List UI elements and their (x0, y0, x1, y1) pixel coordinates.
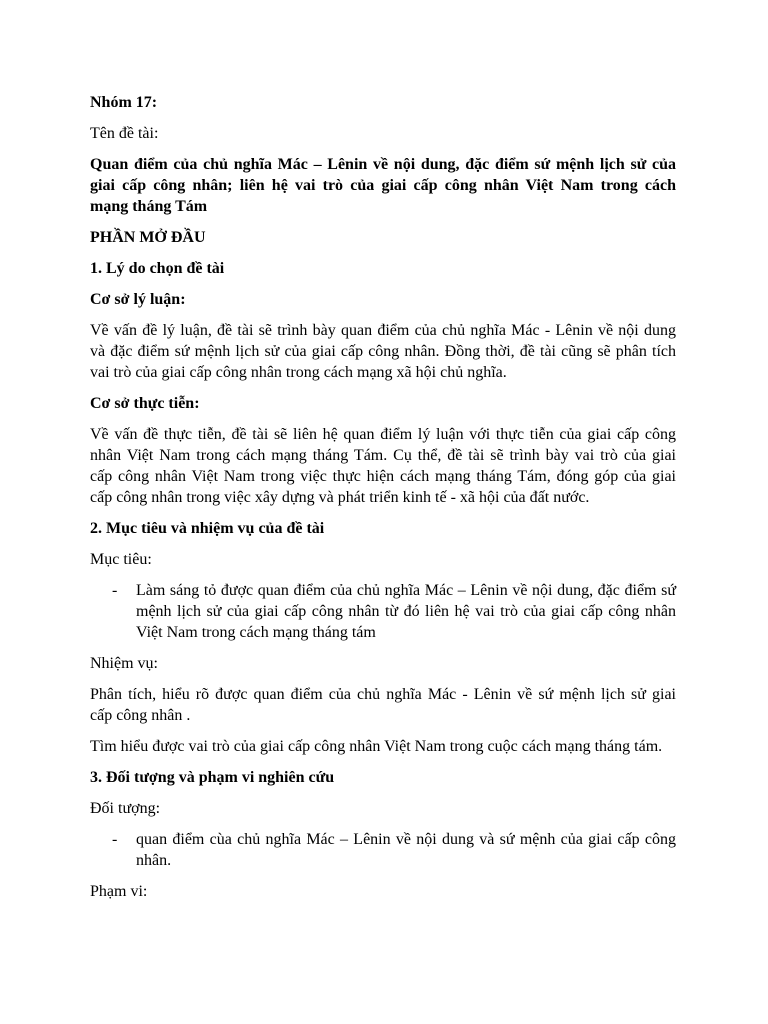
paragraph-line: Về vấn đề lý luận, đề tài sẽ trình bày quan điểm của chủ nghĩa Mác - Lênin về nội dung (90, 322, 676, 339)
topic-title-line: mạng tháng Tám (90, 198, 208, 215)
paragraph-line: Về vấn đề thực tiễn, đề tài sẽ liên hệ quan điểm lý luận với thực tiễn của giai cấp công (90, 426, 676, 443)
paragraph-line: cấp công nhân . (90, 707, 191, 724)
bullet-dash: - (112, 582, 118, 599)
bullet-line: quan điểm cùa chủ nghĩa Mác – Lênin về nội dung và sứ mệnh của giai cấp công (136, 831, 676, 848)
bullet-line: mệnh lịch sử của giai cấp công nhân từ đó liên hệ vai trò của giai cấp công nhân (136, 603, 676, 620)
task-2-paragraph: Tìm hiểu được vai trò của giai cấp công nhân Việt Nam trong cuộc cách mạng tháng tám. (90, 738, 663, 755)
section-3-heading: 3. Đối tượng và phạm vi nghiên cứu (90, 769, 335, 786)
paragraph-line: nhân Việt Nam trong cách mạng tháng Tám. Cụ thể, đề tài sẽ trình bày vai trò của giai (90, 447, 676, 464)
document-body (90, 92, 676, 912)
task-1-paragraph (90, 684, 676, 726)
scope-label: Phạm vi: (90, 883, 148, 900)
topic-title (90, 154, 676, 217)
section-2-heading: 2. Mục tiêu và nhiệm vụ của đề tài (90, 520, 325, 537)
topic-label: Tên đề tài: (90, 125, 159, 142)
group-label: Nhóm 17: (90, 94, 158, 111)
object-bullet-item (90, 829, 676, 871)
paragraph-line: Phân tích, hiểu rõ được quan điểm của chủ nghĩa Mác - Lênin về sứ mệnh lịch sử giai (90, 686, 676, 703)
goal-label: Mục tiêu: (90, 551, 152, 568)
topic-title-line: giai cấp công nhân; liên hệ vai trò của giai cấp công nhân Việt Nam trong cách (90, 177, 676, 194)
theory-heading: Cơ sở lý luận: (90, 291, 186, 308)
object-label: Đối tượng: (90, 800, 161, 817)
bullet-line: Làm sáng tỏ được quan điểm của chủ nghĩa Mác – Lênin về nội dung, đặc điểm sứ (136, 582, 676, 599)
theory-paragraph (90, 320, 676, 383)
practice-heading: Cơ sở thực tiễn: (90, 395, 200, 412)
paragraph-line: cấp công nhân Việt Nam trong việc thực hiện cách mạng tháng Tám, đóng góp của giai (90, 468, 676, 485)
task-label: Nhiệm vụ: (90, 655, 158, 672)
bullet-line: nhân. (136, 852, 172, 869)
paragraph-line: vai trò của giai cấp công nhân trong cách mạng xã hội chủ nghĩa. (90, 364, 507, 381)
paragraph-line: cấp công nhân trong việc xây dựng và phát triển kinh tế - xã hội của đất nước. (90, 489, 590, 506)
bullet-dash: - (112, 831, 118, 848)
practice-paragraph (90, 424, 676, 508)
paragraph-line: và đặc điểm sứ mệnh lịch sử của giai cấp công nhân. Đồng thời, đề tài cũng sẽ phân tích (90, 343, 676, 360)
section-1-heading: 1. Lý do chọn đề tài (90, 260, 225, 277)
intro-heading: PHẦN MỞ ĐẦU (90, 229, 206, 246)
bullet-line: Việt Nam trong cách mạng tháng tám (136, 624, 376, 641)
goal-bullet-item (90, 580, 676, 643)
topic-title-line: Quan điểm của chủ nghĩa Mác – Lênin về nội dung, đặc điểm sứ mệnh lịch sử của (90, 156, 676, 173)
